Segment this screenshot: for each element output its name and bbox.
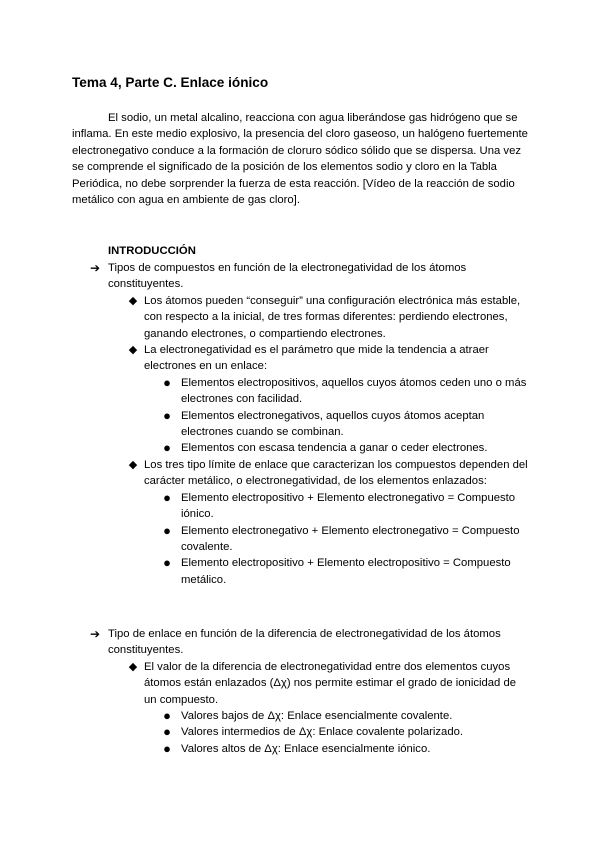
intro-paragraph: El sodio, un metal alcalino, reacciona con agua liberándose gas hidrógeno que se inflama. En este medio explosivo, la presencia del cloro gaseoso, un halógeno fuertemente electronegativo conduce a la formación de cloruro sódico sólido que se dispersa. Una vez se comprende el significado de la posición de los elementos sodio y cloro en la Tabla Periódica, no debe sorprender la fuerza de esta reacción. [Vídeo de la reacción de sodio metálico con agua en ambiente de gas cloro]. [72,112,528,207]
outline-subitem-text: Los átomos pueden “conseguir” una configuración electrónica más estable, con respecto a la inicial, de tres formas diferentes: perdiendo electrones, ganando electrones, o compartiendo electrones. [144,294,521,340]
section-heading: INTRODUCCIÓN [108,245,196,257]
outline-item-text: Tipo de enlace en función de la diferencia de electronegatividad de los átomos constituyentes. [108,628,501,657]
diamond-bullet-icon: ◆ [128,294,138,307]
outline-subitem-text: Los tres tipo límite de enlace que caracterizan los compuestos dependen del carácter metálico, o electronegatividad, de los elementos enlazados: [144,458,528,488]
outline-subsubitem [88,440,528,456]
dot-bullet-icon: ● [163,740,171,756]
outline-subsubitem [88,555,528,588]
dot-bullet-icon: ● [163,555,171,571]
outline-block-1 [88,260,528,588]
outline-subsubitem [88,741,528,757]
outline-subsubitem-text: Valores altos de Δχ: Enlace esencialmente iónico. [181,742,431,755]
outline-subsubitem [88,375,528,408]
outline-subsubitem-text: Elementos electronegativos, aquellos cuyos átomos aceptan electrones cuando se combinan. [181,409,485,439]
arrow-bullet-icon: ➔ [89,261,101,275]
outline-subsubitem [88,523,528,556]
dot-bullet-icon: ● [163,374,171,390]
dot-bullet-icon: ● [163,724,171,740]
outline-subsubitem-text: Elementos con escasa tendencia a ganar o ceder electrones. [181,442,488,455]
outline-item [88,260,528,293]
outline-subitem [88,342,528,375]
outline-subsubitem [88,490,528,523]
intro-section [72,110,532,208]
dot-bullet-icon: ● [163,440,171,456]
diamond-bullet-icon: ◆ [128,458,138,471]
outline-subsubitem-text: Elemento electropositivo + Elemento electronegativo = Compuesto iónico. [181,491,516,521]
page-title: Tema 4, Parte C. Enlace iónico [72,75,269,90]
diamond-bullet-icon: ◆ [128,344,138,357]
outline-subitem [88,293,528,342]
outline-subsubitem-text: Elementos electropositivos, aquellos cuyos átomos ceden uno o más electrones con facilidad. [181,376,527,406]
dot-bullet-icon: ● [163,489,171,505]
arrow-bullet-icon: ➔ [89,627,101,641]
outline-subitem-text: La electronegatividad es el parámetro que mide la tendencia a atraer electrones en un enlace: [144,344,489,373]
outline-subsubitem-text: Elemento electropositivo + Elemento electropositivo = Compuesto metálico. [181,557,511,586]
outline-subitem [88,457,528,490]
outline-item-text: Tipos de compuestos en función de la electronegatividad de los átomos constituyentes. [108,262,467,291]
outline-subsubitem-text: Valores intermedios de Δχ: Enlace covalente polarizado. [181,726,464,739]
dot-bullet-icon: ● [163,522,171,538]
outline-subsubitem-text: Valores bajos de Δχ: Enlace esencialmente covalente. [181,710,453,723]
outline-item [88,626,528,659]
outline-subsubitem [88,408,528,441]
outline-subsubitem [88,724,528,740]
outline-block-2 [88,626,528,757]
outline-subitem-text: El valor de la diferencia de electronegatividad entre dos elementos cuyos átomos están enlazados (Δχ) nos permite estimar el grado de ionicidad de un compuesto. [144,660,517,706]
diamond-bullet-icon: ◆ [128,660,138,673]
dot-bullet-icon: ● [163,708,171,724]
outline-subsubitem [88,708,528,724]
dot-bullet-icon: ● [163,407,171,423]
outline-subsubitem-text: Elemento electronegativo + Elemento electronegativo = Compuesto covalente. [181,524,520,553]
outline-subitem [88,659,528,708]
